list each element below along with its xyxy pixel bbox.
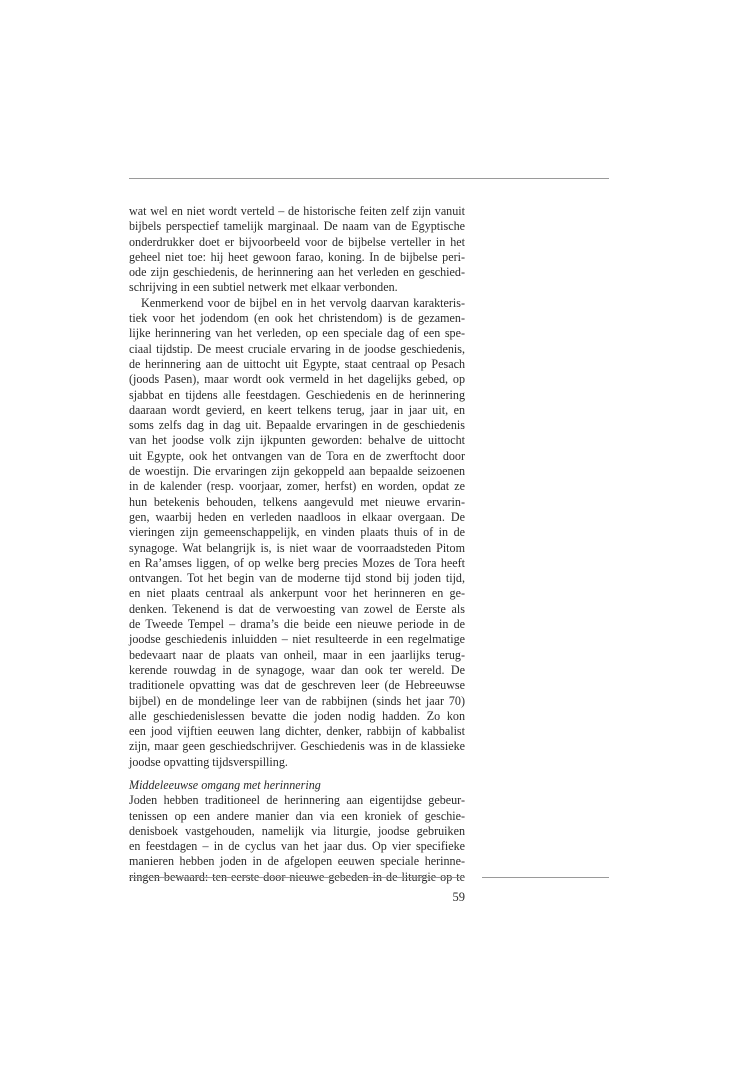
text-line: joodse opvatting tijdsverspilling.: [129, 754, 288, 769]
text-line: een jood vijftien eeuwen lang dichter, denker, rabbijn of kabbalist: [129, 724, 465, 739]
text-line: tiek voor het jodendom (en ook het christendom) is de gezamen-: [129, 311, 465, 326]
text-line: denisboek vastgehouden, namelijk via liturgie, joodse gebruiken: [129, 823, 465, 838]
text-line: daaraan wordt gevierd, en keert telkens terug, jaar in jaar uit, en: [129, 402, 465, 417]
text-line: ciaal tijdstip. De meest cruciale ervaring in de joodse geschiedenis,: [129, 341, 465, 356]
text-line: en niet plaats centraal als ankerpunt voor het herinneren en ge-: [129, 586, 465, 601]
text-line: ode zijn geschiedenis, de herinnering aan het verleden en geschied-: [129, 265, 465, 280]
text-line: geheel niet toe: hij heet gewoon farao, koning. In de bijbelse peri-: [129, 249, 465, 264]
text-line: Kenmerkend voor de bijbel en in het vervolg daarvan karakteris-: [141, 295, 465, 310]
text-line: sjabbat en tijdens alle feestdagen. Geschiedenis en de herinnering: [129, 387, 465, 402]
text-line: ontvangen. Tot het begin van de moderne tijd stond bij joden tijd,: [129, 571, 465, 586]
text-line: (joods Pasen), maar wordt ook vermeld in het dagelijks gebed, op: [129, 372, 465, 387]
section-heading: Middeleeuwse omgang met herinnering: [129, 777, 321, 792]
text-line: de herinnering aan de uittocht uit Egypte, staat centraal op Pesach: [129, 356, 465, 371]
text-line: hun betekenis behouden, telkens aangevuld met nieuwe ervarin-: [129, 494, 465, 509]
text-line: lijke herinnering van het verleden, op een speciale dag of een spe-: [129, 326, 465, 341]
text-line: alle geschiedenislessen bevatte die joden nodig hadden. Zo kon: [129, 708, 465, 723]
text-line: gen, waarbij heden en verleden naadloos in elkaar overgaan. De: [129, 509, 465, 524]
text-line: de Tweede Tempel – drama’s die beide een nieuwe periode in de: [129, 617, 465, 632]
text-line: de woestijn. Die ervaringen zijn gekoppeld aan bepaalde seizoenen: [129, 464, 465, 479]
text-line: bijbel) en de mondelinge leer van de rabbijnen (sinds het jaar 70): [129, 693, 465, 708]
text-line: denken. Tekenend is dat de verwoesting van zowel de Eerste als: [129, 601, 465, 616]
page-number: 59: [452, 890, 465, 904]
text-line: tenissen op een andere manier dan via een kroniek of geschie-: [129, 808, 465, 823]
body-text: [129, 204, 465, 885]
text-line: wat wel en niet wordt verteld – de historische feiten zelf zijn vanuit: [129, 204, 465, 218]
header-rule: [129, 178, 609, 179]
text-line: ringen bewaard: ten eerste door nieuwe gebeden in de liturgie op te: [129, 869, 465, 884]
text-line: vieringen zijn gemeenschappelijk, en vinden plaats thuis of in de: [129, 525, 465, 540]
text-line: bedevaart naar de plaats van onheil, maar in een jaarlijks terug-: [129, 647, 465, 662]
text-line: bijbels perspectief tamelijk marginaal. De naam van de Egyptische: [129, 219, 465, 234]
text-line: en feestdagen – in de cyclus van het jaar dus. Op vier specifieke: [129, 839, 465, 854]
text-line: schrijving in een subtiel netwerk met elkaar verbonden.: [129, 280, 398, 295]
text-line: kerende rouwdag in de synagoge, waar dan ook ter wereld. De: [129, 662, 465, 677]
text-line: Joden hebben traditioneel de herinnering aan eigentijdse gebeur-: [129, 793, 465, 808]
text-line: traditionele opvatting was dat de geschreven leer (de Hebreeuwse: [129, 678, 465, 693]
text-line: in de kalender (resp. voorjaar, zomer, herfst) en worden, opdat ze: [129, 479, 465, 494]
footer-rule-left: [129, 877, 465, 878]
text-line: uit Egypte, ook het ontvangen van de Tora en de zwerftocht door: [129, 448, 465, 463]
text-line: joodse geschiedenis inluidden – niet resulteerde in een regelmatige: [129, 632, 465, 647]
text-line: soms zelfs dag in dag uit. Bepaalde ervaringen in de geschiedenis: [129, 418, 465, 433]
text-line: manieren hebben joden in de afgelopen eeuwen speciale herinne-: [129, 854, 465, 869]
section-spacer: [129, 770, 465, 778]
text-line: van het joodse volk zijn ijkpunten geworden: behalve de uittocht: [129, 433, 465, 448]
text-line: en Ra’amses liggen, of op welke berg precies Mozes de Tora heeft: [129, 555, 465, 570]
text-line: zijn, maar geen geschiedschrijver. Geschiedenis was in de klassieke: [129, 739, 465, 754]
footer-rule-right: [482, 877, 609, 878]
text-line: onderdrukker doet er bijvoorbeeld voor de bijbelse verteller in het: [129, 234, 465, 249]
text-line: synagoge. Wat belangrijk is, is niet waar de voorraadsteden Pitom: [129, 540, 465, 555]
